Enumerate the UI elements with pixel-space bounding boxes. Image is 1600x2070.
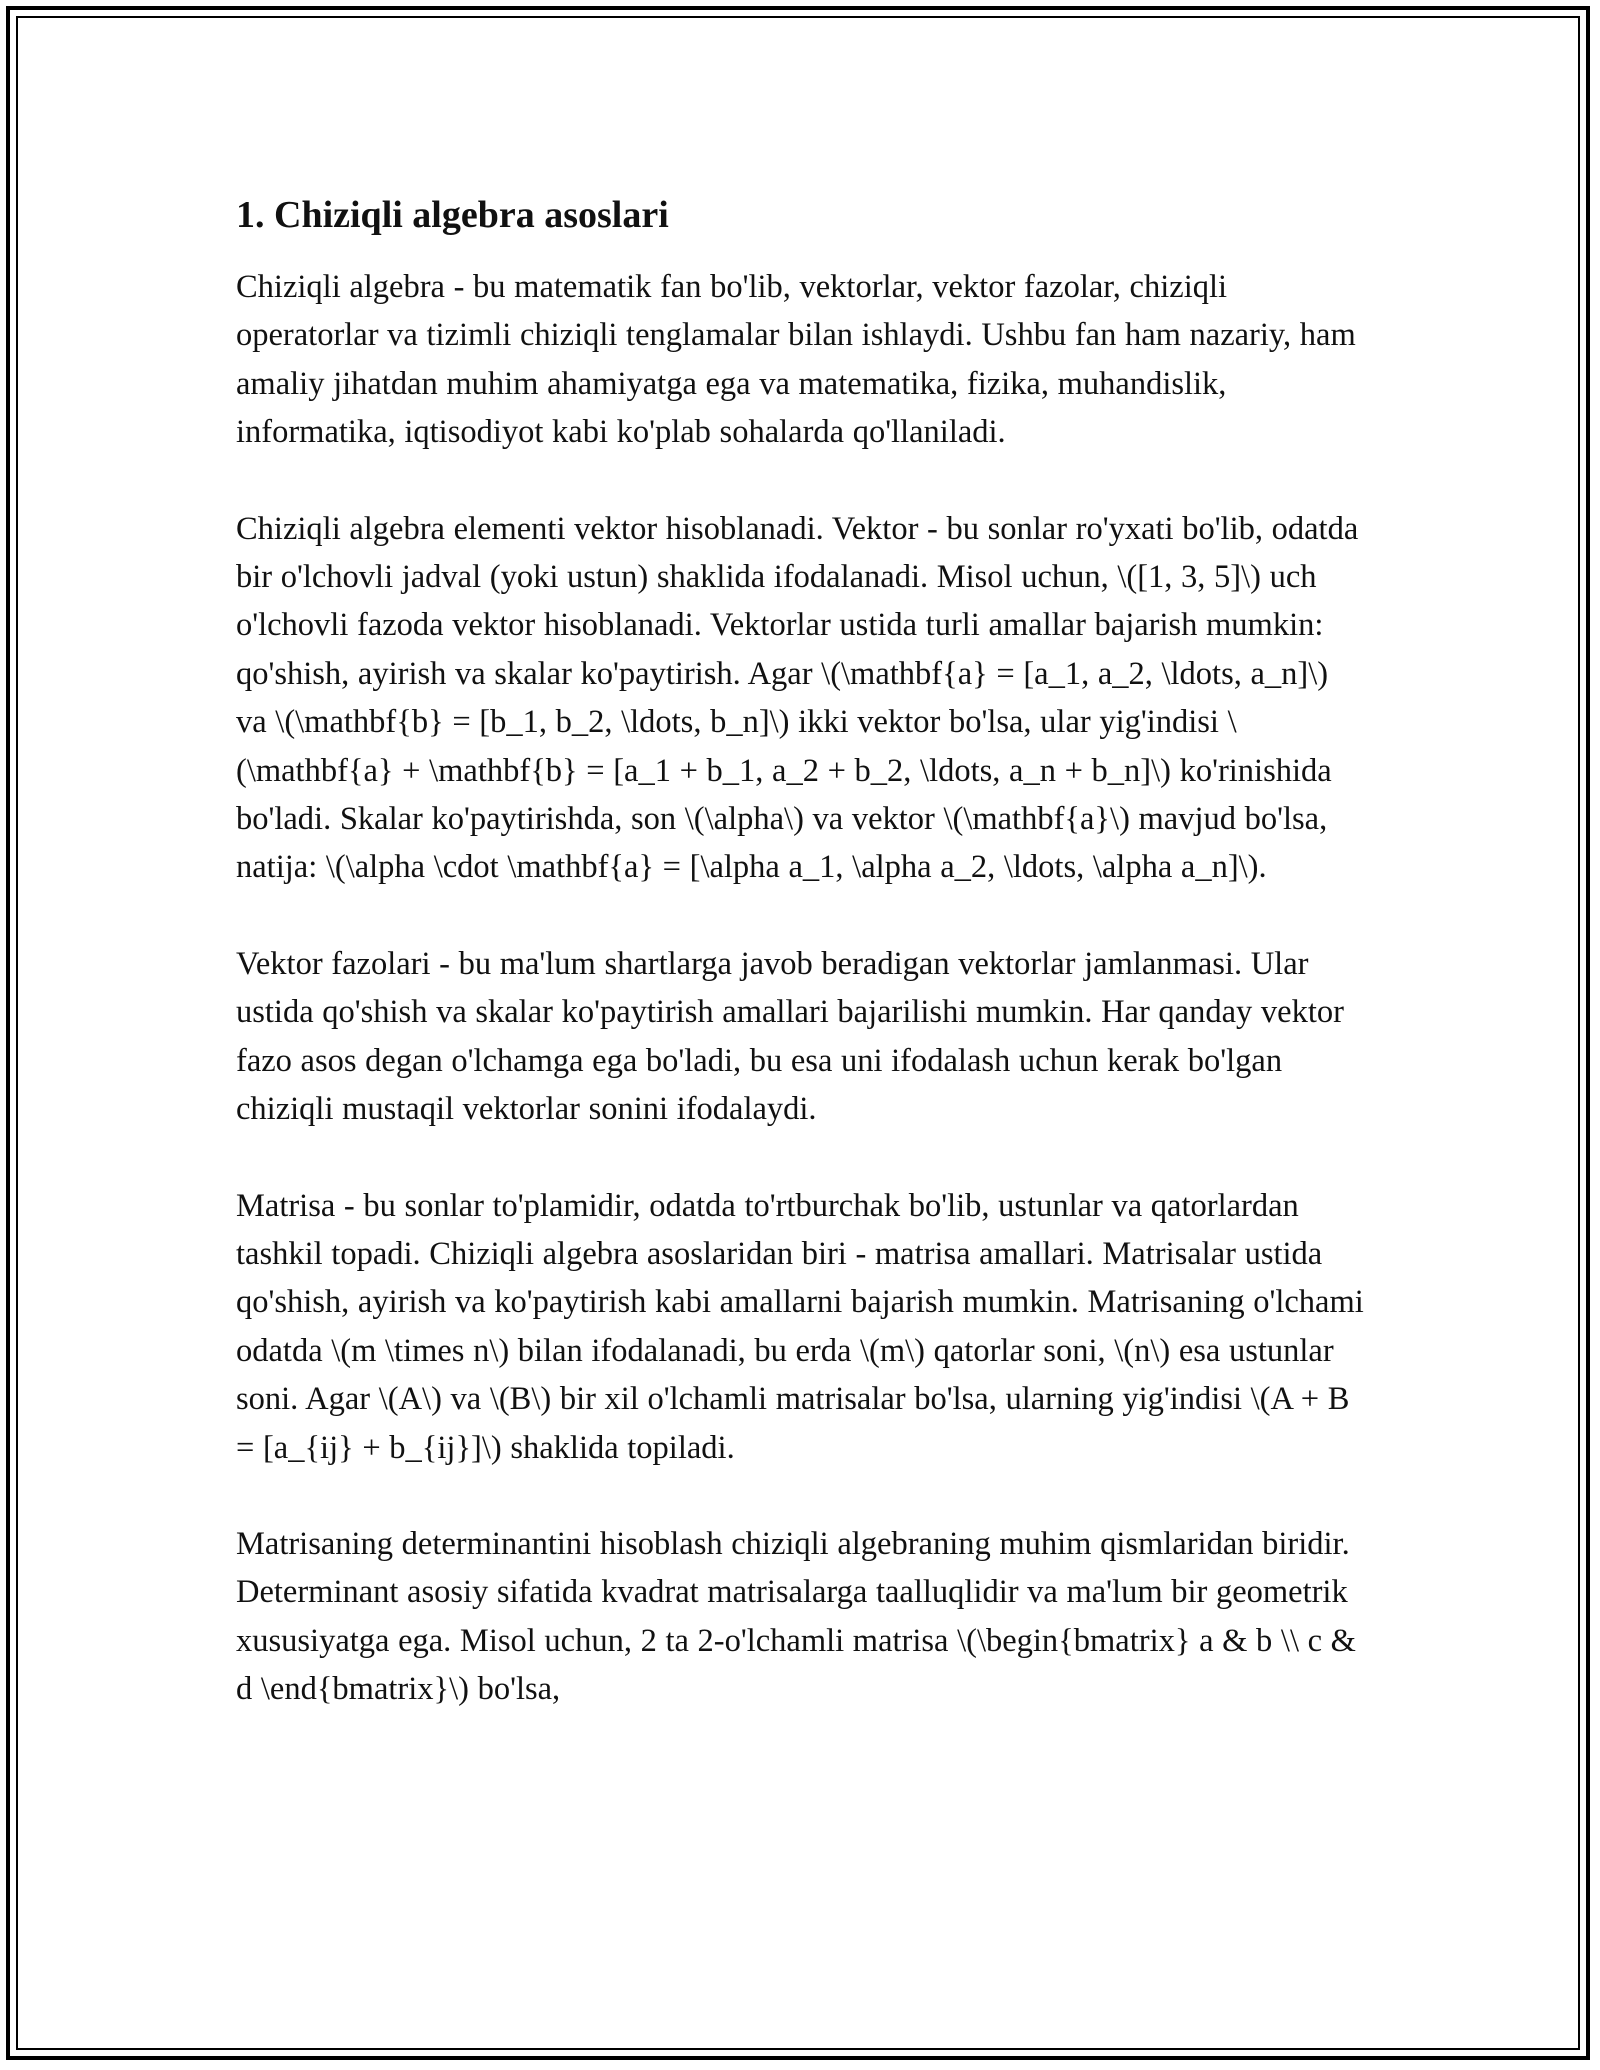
paragraph-vectors: Chiziqli algebra elementi vektor hisoblanadi. Vektor - bu sonlar ro'yxati bo'lib, odatda bir o'lchovli jadval (yoki ustun) shaklida ifodalanadi. Misol uchun, \([1, 3, 5]\) uch o'lchovli fazoda vektor hisoblanadi. Vektorlar ustida turli amallar bajarish mumkin: qo'shish, ayirish va skalar ko'paytirish. Agar \(\mathbf{a} = [a_1, a_2, \ldots, a_n]\) va \(\mathbf{b} = [b_1, b_2, \ldots, b_n]\) ikki vektor bo'lsa, ular yig'indisi \(\mathbf{a} + \mathbf{b} = [a_1 + b_1, a_2 + b_2, \ldots, a_n + b_n]\) ko'rinishida bo'ladi. Skalar ko'paytirishda, son \(\alpha\) va vektor \(\mathbf{a}\) mavjud bo'lsa, natija: \(\alpha \cdot \mathbf{a} = [\alpha a_1, \alpha a_2, \ldots, \alpha a_n]\). [236,510,1359,886]
paragraph-determinant: Matrisaning determinantini hisoblash chiziqli algebraning muhim qismlaridan biridir. Determinant asosiy sifatida kvadrat matrisalarga taalluqlidir va ma'lum bir geometrik xususiyatga ega. Misol uchun, 2 ta 2-o'lchamli matrisa \(\begin{bmatrix} a & b \\ c & d \end{bmatrix}\) bo'lsa, [236,1525,1356,1708]
section-heading: 1. Chiziqli algebra asoslari [236,194,669,236]
paragraph-matrices: Matrisa - bu sonlar to'plamidir, odatda to'rtburchak bo'lib, ustunlar va qatorlardan tashkil topadi. Chiziqli algebra asoslaridan biri - matrisa amallari. Matrisalar ustida qo'shish, ayirish va ko'paytirish kabi amallarni bajarish mumkin. Matrisaning o'lchami odatda \(m \times n\) bilan ifodalanadi, bu erda \(m\) qatorlar soni, \(n\) esa ustunlar soni. Agar \(A\) va \(B\) bir xil o'lchamli matrisalar bo'lsa, ularning yig'indisi \(A + B = [a_{ij} + b_{ij}]\) shaklida topiladi. [236,1187,1364,1466]
paragraph-vector-spaces: Vektor fazolari - bu ma'lum shartlarga javob beradigan vektorlar jamlanmasi. Ular ustida qo'shish va skalar ko'paytirish amallari bajarilishi mumkin. Har qanday vektor fazo asos degan o'lchamga ega bo'ladi, bu esa uni ifodalash uchun kerak bo'lgan chiziqli mustaqil vektorlar sonini ifodalaydi. [236,945,1344,1128]
paragraph-intro: Chiziqli algebra - bu matematik fan bo'lib, vektorlar, vektor fazolar, chiziqli operatorlar va tizimli chiziqli tenglamalar bilan ishlaydi. Ushbu fan ham nazariy, ham amaliy jihatdan muhim ahamiyatga ega va matematika, fizika, muhandislik, informatika, iqtisodiyot kabi ko'plab sohalarda qo'llaniladi. [236,269,1356,451]
document-body [236,185,1366,1762]
